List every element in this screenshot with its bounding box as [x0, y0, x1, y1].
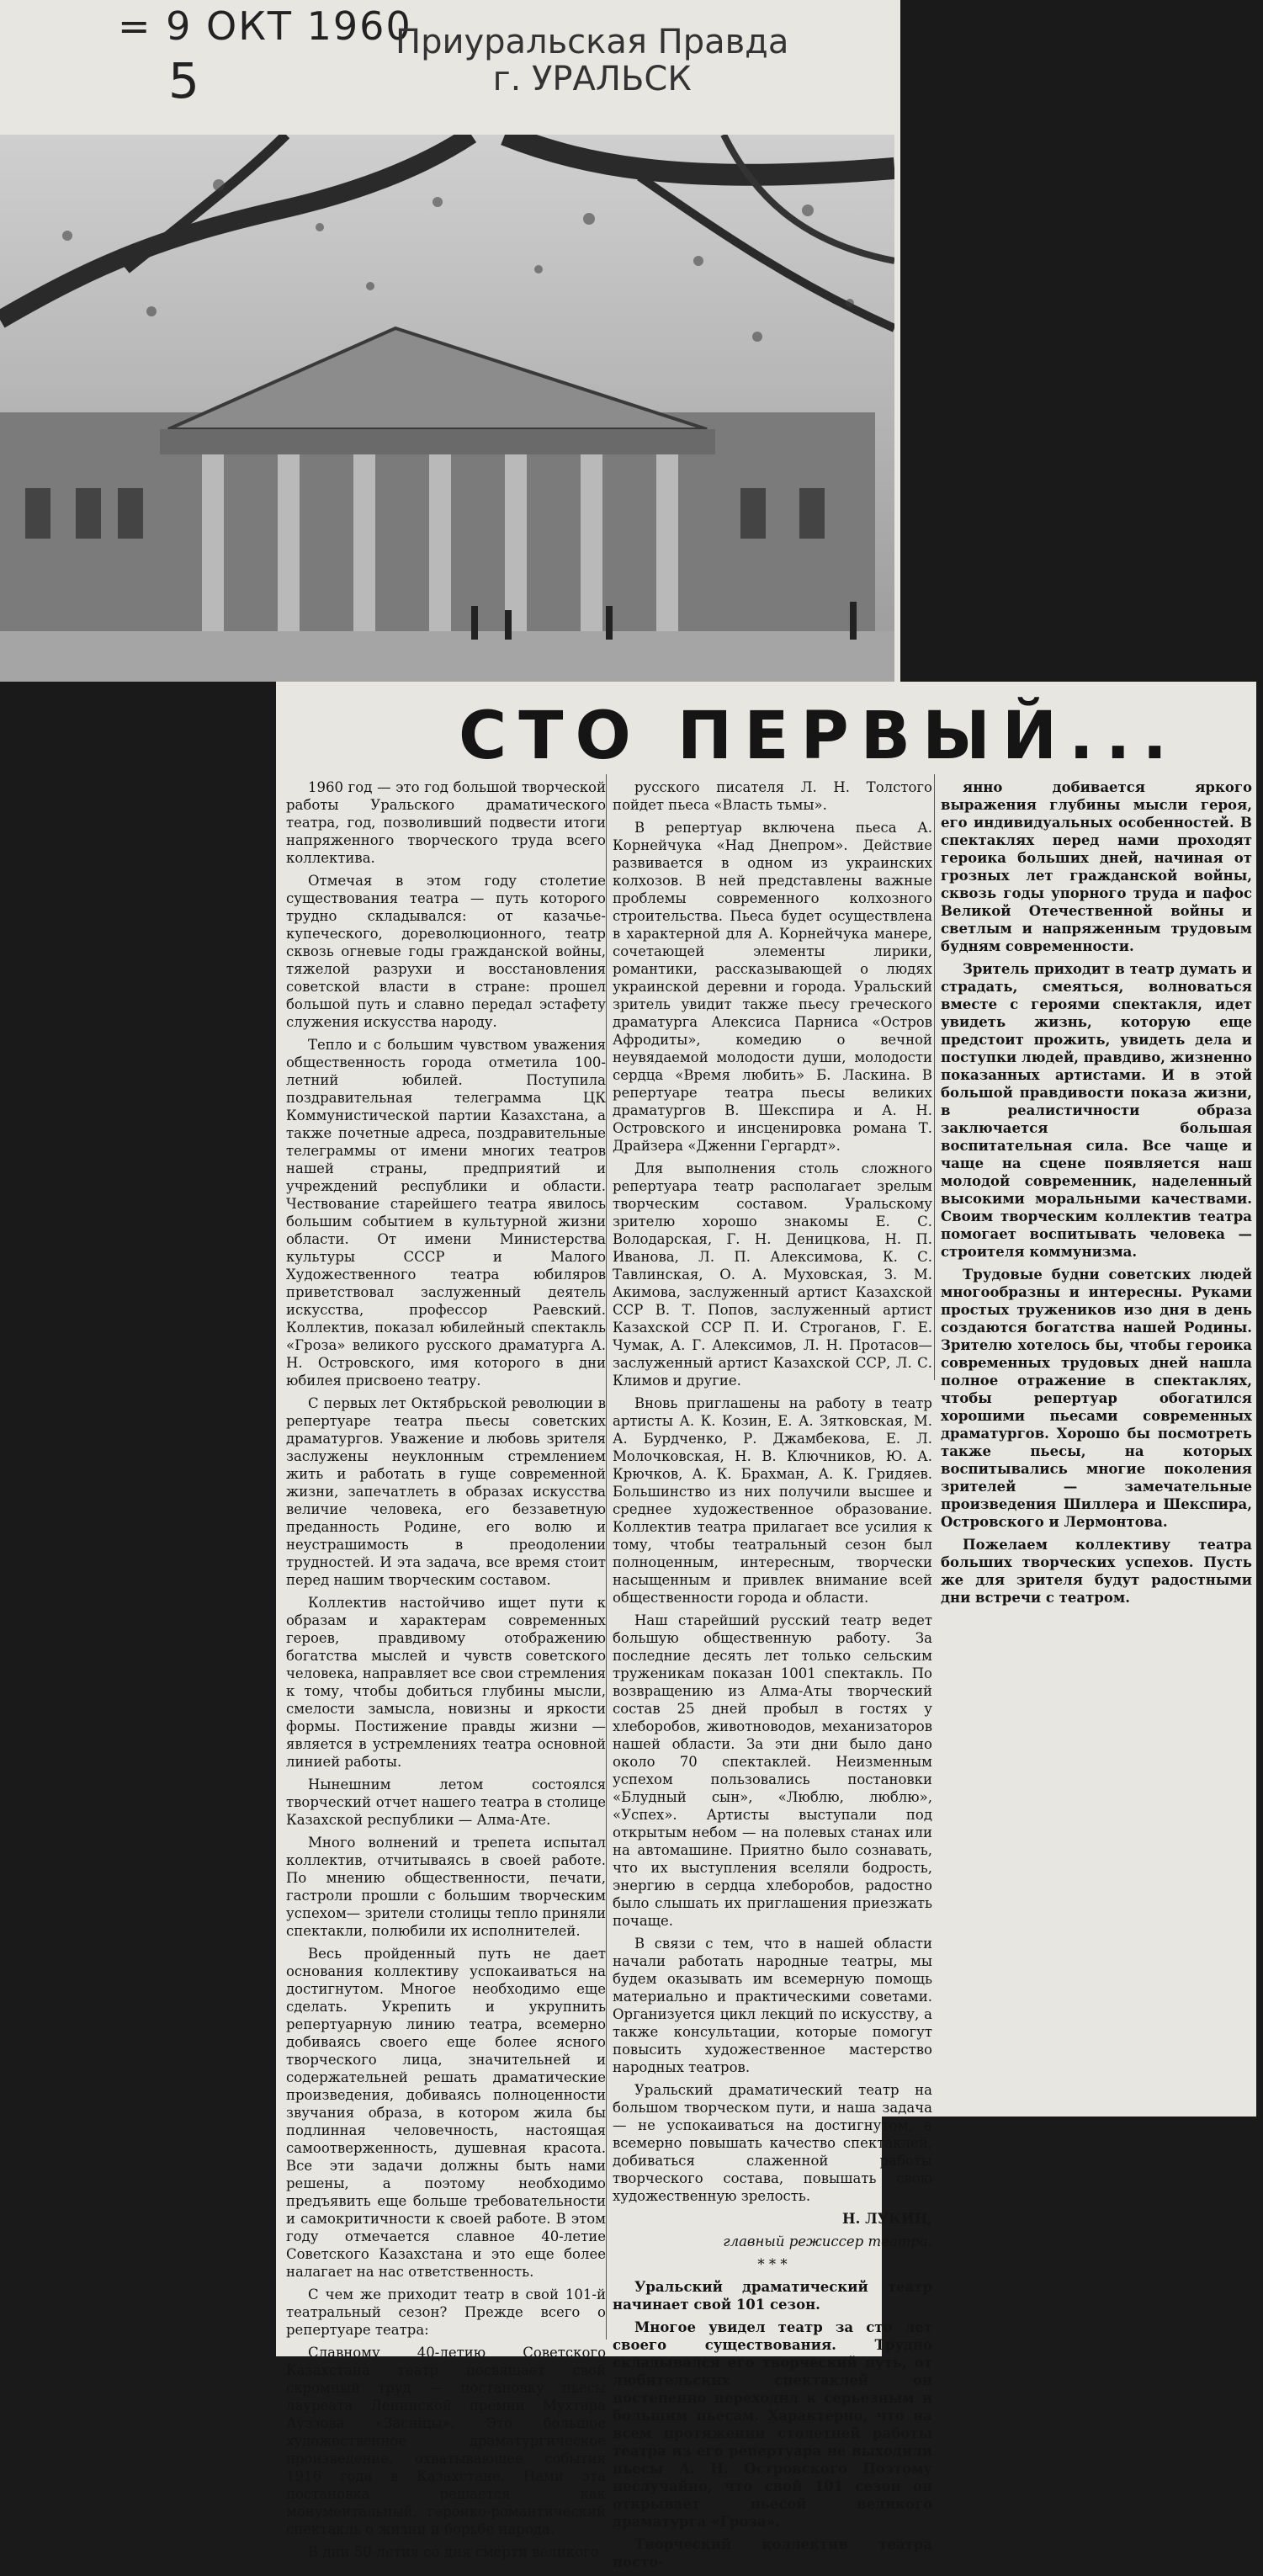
newspaper-city: г. УРАЛЬСК — [492, 60, 692, 98]
paragraph: Вновь приглашены на работу в театр артисты А. К. Козин, Е. А. Зятковская, М. А. Бурдченко, Р. Джамбекова, Е. Л. Молочковская, Н. В. Ключников, Ю. А. Крючков, А. К. Брахман, А. К. Гридяев. Большинство из них получили высшее и среднее художественное образование. Коллектив театра прилагает все усилия к тому, чтобы театральный сезон был полноценным, интересным, творчески насыщенным и привлек внимание всей общественности города и области. — [613, 1395, 932, 1606]
article-headline: СТО ПЕРВЫЙ... — [459, 698, 1180, 774]
paragraph: Нынешним летом состоялся творческий отчет нашего театра в столице Казахской республики — Алма-Ате. — [286, 1777, 606, 1828]
newspaper-clipping-top — [0, 0, 900, 682]
article-column-2 — [613, 778, 932, 2576]
paragraph: Уральский драматический театр на большом творческом пути, и наша задача — не успокаиваться на достигнутом, а всемерно повышать качество спектаклей, добиваться слаженной работы творческого состава, повышать свою художественную зрелость. — [613, 2082, 932, 2204]
paragraph: русского писателя Л. Н. Толстого пойдет пьеса «Власть тьмы». — [613, 779, 932, 813]
paragraph: Пожелаем коллективу театра больших творческих успехов. Пусть же для зрителя будут радостными дни встречи с театром. — [941, 1537, 1252, 1606]
paragraph: Трудовые будни советских людей многообразны и интересны. Руками простых тружеников изо дня в день создаются богатства нашей Родины. Зрителю хотелось бы, чтобы героика современных трудовых дней нашла полное отражение в спектаклях, чтобы репертуар обогатился хорошими пьесами современных драматургов. Хорошо бы посмотреть также пьесы, на которых воспитывались многие поколения зрителей — замечательные произведения Шиллера и Шекспира, Островского и Лермонтова. — [941, 1267, 1252, 1530]
column-divider — [934, 774, 935, 1380]
date-stamp: = 9 ОКТ 1960 — [118, 3, 412, 49]
column-divider — [606, 774, 607, 2340]
paragraph: Многое увидел театр за сто лет своего существования. Трудно складывался его творческий путь, от любительских спектаклей он постепенно переходил к серьезным и большим пьесам. Характерно, что на всем протяжении столетней работы театра из его репертуара не выходили пьесы А. Н. Островского Поэтому неслучайно, что свой 101 сезон он открывает пьесой великого драматурга «Гроза». — [613, 2319, 932, 2530]
article-column-3 — [941, 778, 1252, 1612]
article-column-1 — [286, 778, 606, 2566]
paragraph: Отмечая в этом году столетие существования театра — путь которого трудно складывался: от казачье-купеческого, дореволюционного, театр сквозь огневые годы гражданской войны, тяжелой разрухи и восстановления советской власти в стране: прошел большой путь и славно передал эстафету служения искусства народу. — [286, 873, 606, 1030]
theatre-building-photo — [0, 135, 894, 682]
section-separator: * * * — [757, 2256, 788, 2272]
paragraph: Наш старейший русский театр ведет большую общественную работу. За последние десять лет только сельским труженикам показан 1001 спектакль. По возвращению из Алма-Аты творческий состав 25 дней пробыл в гостях у хлеборобов, животноводов, механизаторов нашей области. За эти дни было дано около 70 спектаклей. Неизменным успехом пользовались постановки «Блудный сын», «Люблю, люблю», «Успех». Артисты выступали под открытым небом — на полевых станах или на автомашине. Приятно было сознавать, что их выступления вселяли бодрость, энергию в сердца хлеборобов, радостно было слышать их приглашения приезжать почаще. — [613, 1612, 932, 1929]
newspaper-name: Приуральская Правда — [395, 23, 789, 61]
author-name: Н. ЛУКИН, — [842, 2211, 932, 2227]
newspaper-stamp — [395, 24, 788, 98]
paragraph: В связи с тем, что в нашей области начали работать народные театры, мы будем оказывать им всемерную помощь материально и практическими советами. Организуется цикл лекций по искусству, а также консультации, которые помогут повысить художественное мастерство народных театров. — [613, 1936, 932, 2075]
author-title: главный режиссер театра. — [723, 2233, 932, 2249]
paragraph: Для выполнения столь сложного репертуара театр располагает зрелым творческим составом. Уральскому зрителю хорошо знакомы Е. С. Володарская, Г. Н. Деницкова, Н. П. Иванова, Л. П. Алексимова, К. С. Тавлинская, О. А. Муховская, З. М. Акимова, заслуженный артист Казахской ССР В. Т. Попов, заслуженный артист Казахской ССР П. И. Строганов, Г. Е. Чумак, А. Г. Алексимов, Л. Н. Протасов—заслуженный артист Казахской ССР, Л. С. Климов и другие. — [613, 1161, 932, 1389]
paragraph: В дни 50-летия со дня смерти великого — [308, 2544, 599, 2560]
paragraph: Весь пройденный путь не дает основания коллективу успокаиваться на достигнутом. Многое необходимо еще сделать. Укрепить и укрупнить репертуарную линию театра, всемерно добиваясь своего еще более ясного творческого лица, значительней и содержательней решать драматические произведения, добиваясь полноценности звучания образа, в котором жила бы подлинная человечность, настоящая самоотверженность, душевная красота. Все эти задачи должны быть нами решены, а поэтому необходимо предъявить еще больше требовательности и самокритичности к своей работе. В этом году отмечается славное 40-летие Советского Казахстана и это еще более налагает на нас ответственность. — [286, 1946, 606, 2280]
paragraph: В репертуар включена пьеса А. Корнейчука «Над Днепром». Действие развивается в одном из украинских колхозов. В ней представлены важные проблемы современного колхозного строительства. Пьеса будет осуществлена в характерной для А. Корнейчука манере, сочетающей элементы лирики, романтики, рассказывающей о людях украинской деревни и города. Уральский зритель увидит также пьесу греческого драматурга Алексиса Парниса «Остров Афродиты», комедию о вечной неувядаемой молодости души, молодости сердца «Время любить» Б. Ласкина. В репертуаре театра пьесы великих драматургов В. Шекспира и А. Н. Островского и инсценировка романа Т. Драйзера «Дженни Гергардт». — [613, 820, 932, 1154]
paragraph: янно добивается яркого выражения глубины мысли героя, его индивидуальных особенностей. В спектаклях перед нами проходят героика больших дней, начиная от грозных лет гражданской войны, сквозь годы упорного труда и пафос Великой Отечественной войны и светлым и напряженным трудовым будням современности. — [941, 779, 1252, 954]
paragraph: Коллектив настойчиво ищет пути к образам и характерам современных героев, правдивому отображению богатства мыслей и чувств советского человека, направляет все свои стремления к тому, чтобы добиться глубины мысли, смелости замысла, новизны и яркости формы. Постижение правды жизни — является в устремлениях театра основной линией работы. — [286, 1595, 606, 1770]
theatre-photo-illustration — [0, 135, 894, 682]
paragraph: 1960 год — это год большой творческой работы Уральского драматического театра, год, позволивший подвести итоги напряженного творческого труда всего коллектива. — [286, 779, 606, 866]
handwritten-number: 5 — [168, 52, 199, 109]
paragraph: Уральский драматический театр начинает свой 101 сезон. — [613, 2279, 932, 2313]
paragraph: Творческий коллектив театра посто- — [613, 2536, 932, 2570]
paragraph: Зритель приходит в театр думать и страдать, смеяться, волноваться вместе с героями спектакля, идет увидеть жизнь, которую еще предстоит прожить, увидеть дела и поступки людей, правдиво, жизненно показанных артистами. И в этой большой правдивости показа жизни, в реалистичности образа заключается большая воспитательная сила. Все чаще и чаще на сцене появляется наш молодой современник, наделенный высокими моральными качествами. Своим творческим коллектив театра помогает воспитывать человека — строителя коммунизма. — [941, 961, 1252, 1260]
paragraph: С первых лет Октябрьской революции в репертуаре театра пьесы советских драматургов. Уважение и любовь зрителя заслужены неуклонным стремлением жить и работать в гуще современной жизни, запечатлеть в образах искусства величие человека, его беззаветную преданность Родине, его волю и неустрашимость в преодолении трудностей. И эта задача, все время стоит перед нашим творческим составом. — [286, 1395, 606, 1588]
paragraph: Тепло и с большим чувством уважения общественность города отметила 100-летний юбилей. Поступила поздравительная телеграмма ЦК Коммунистической партии Казахстана, а также почетные адреса, поздравительные телеграммы от имени многих театров нашей страны, предприятий и учреждений республики и области. Чествование старейшего театра явилось большим событием в культурной жизни области. От имени Министерства культуры СССР и Малого Художественного театра юбиляров приветствовал заслуженный деятель искусства, профессор Раевский. Коллектив, показал юбилейный спектакль «Гроза» великого русского драматурга А. Н. Островского, имя которого в дни юбилея присвоено театру. — [286, 1037, 606, 1389]
paragraph: С чем же приходит театр в свой 101-й театральный сезон? Прежде всего о репертуаре театра: — [286, 2287, 606, 2338]
paragraph: Славному 40-летию Советского Казахстана театр посвящает свой скромный труд — постановку пьесы лауреата Ленинской премии Мухтара Ауэзова «Засніцы». Это большое художественное драматургическое произведение, охватывающее события 1916 года в Казахстане. Нами эта постановка решается как монументальный, героико-романтический спектакль о жизни и борьбе народа. — [286, 2345, 606, 2537]
paragraph: Много волнений и трепета испытал коллектив, отчитываясь в своей работе. По мнению общественности, печати, гастроли прошли с большим творческим успехом— зрители столицы тепло приняли спектакли, полюбили их исполнителей. — [286, 1835, 606, 1939]
